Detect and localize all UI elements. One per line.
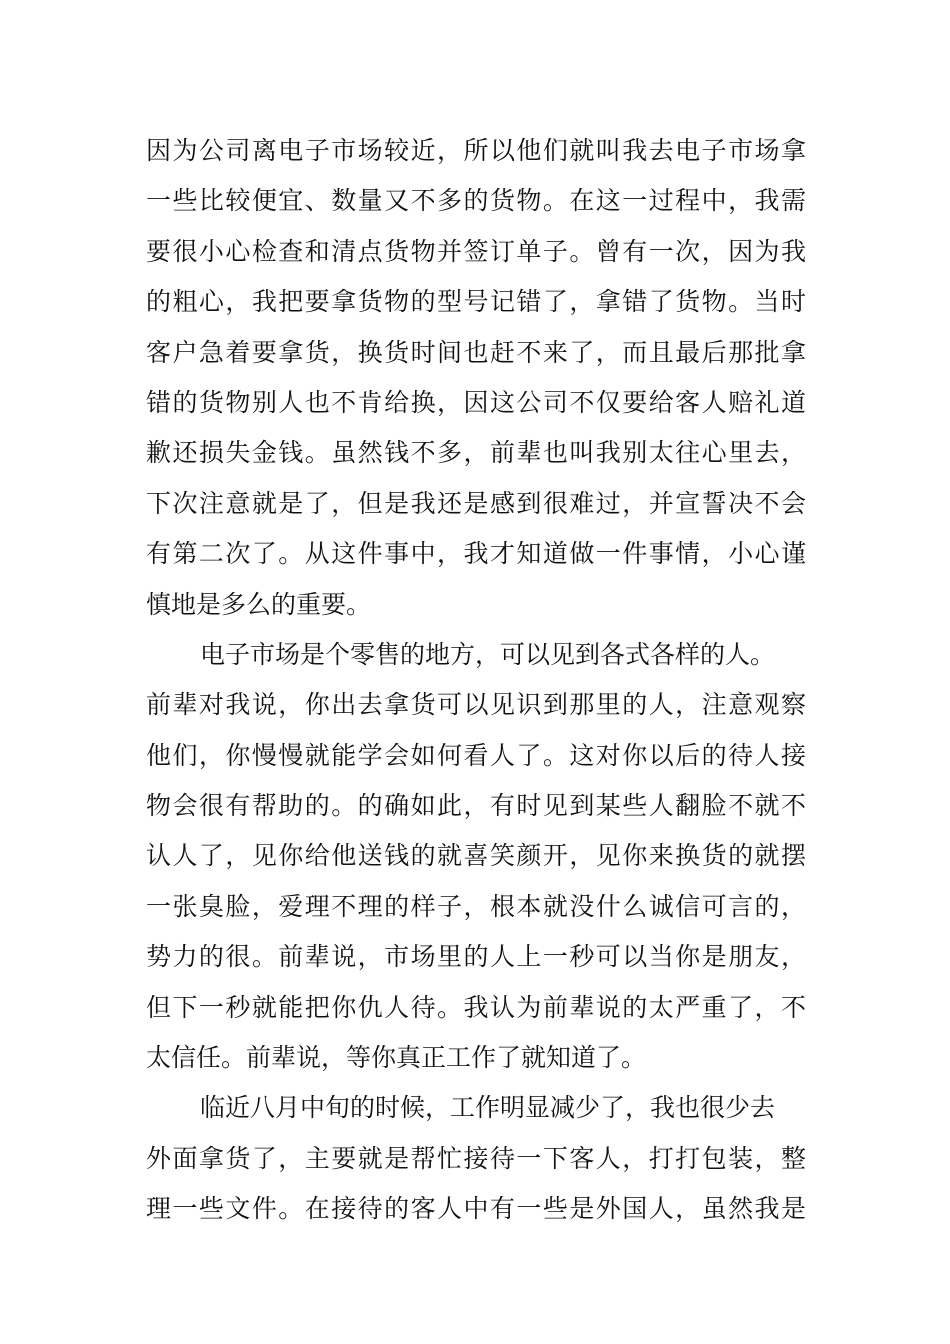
paragraph-1-line-2: 一些比较便宜、数量又不多的货物。在这一过程中，我需: [146, 186, 806, 216]
document-body: [146, 126, 806, 1235]
paragraph-2-line-3: 他们，你慢慢就能学会如何看人了。这对你以后的待人接: [146, 740, 806, 770]
paragraph-2-line-7: 势力的很。前辈说，市场里的人上一秒可以当你是朋友，: [146, 942, 806, 972]
paragraph-3-line-3: 理一些文件。在接待的客人中有一些是外国人，虽然我是: [146, 1194, 806, 1224]
paragraph-1-line-7: 歉还损失金钱。虽然钱不多，前辈也叫我别太往心里去，: [146, 438, 806, 468]
paragraph-3-line-1: 临近八月中旬的时候，工作明显减少了，我也很少去: [200, 1093, 776, 1123]
paragraph-1-line-10: 慎地是多么的重要。: [146, 589, 372, 619]
paragraph-2-line-6: 一张臭脸，爱理不理的样子，根本就没什么诚信可言的，: [146, 891, 806, 921]
paragraph-1-line-6: 错的货物别人也不肯给换，因这公司不仅要给客人赔礼道: [146, 387, 806, 417]
paragraph-1-line-3: 要很小心检查和清点货物并签订单子。曾有一次，因为我: [146, 236, 806, 266]
paragraph-1-line-9: 有第二次了。从这件事中，我才知道做一件事情，小心谨: [146, 539, 806, 569]
paragraph-2-line-9: 太信任。前辈说，等你真正工作了就知道了。: [146, 1043, 647, 1073]
paragraph-1-line-1: 因为公司离电子市场较近，所以他们就叫我去电子市场拿: [146, 136, 806, 165]
paragraph-1-line-4: 的粗心，我把要拿货物的型号记错了，拿错了货物。当时: [146, 287, 806, 317]
paragraph-3-line-2: 外面拿货了，主要就是帮忙接待一下客人，打打包装，整: [146, 1143, 806, 1173]
paragraph-2-line-1: 电子市场是个零售的地方，可以见到各式各样的人。: [200, 639, 776, 669]
paragraph-2-line-4: 物会很有帮助的。的确如此，有时见到某些人翻脸不就不: [146, 791, 806, 821]
paragraph-2-line-8: 但下一秒就能把你仇人待。我认为前辈说的太严重了，不: [146, 992, 806, 1022]
paragraph-2-line-5: 认人了，见你给他送钱的就喜笑颜开，见你来换货的就摆: [146, 841, 806, 871]
paragraph-1-line-5: 客户急着要拿货，换货时间也赶不来了，而且最后那批拿: [146, 337, 806, 367]
paragraph-1-line-8: 下次注意就是了，但是我还是感到很难过，并宣誓决不会: [146, 488, 806, 518]
paragraph-2-line-2: 前辈对我说，你出去拿货可以见识到那里的人，注意观察: [146, 690, 806, 720]
